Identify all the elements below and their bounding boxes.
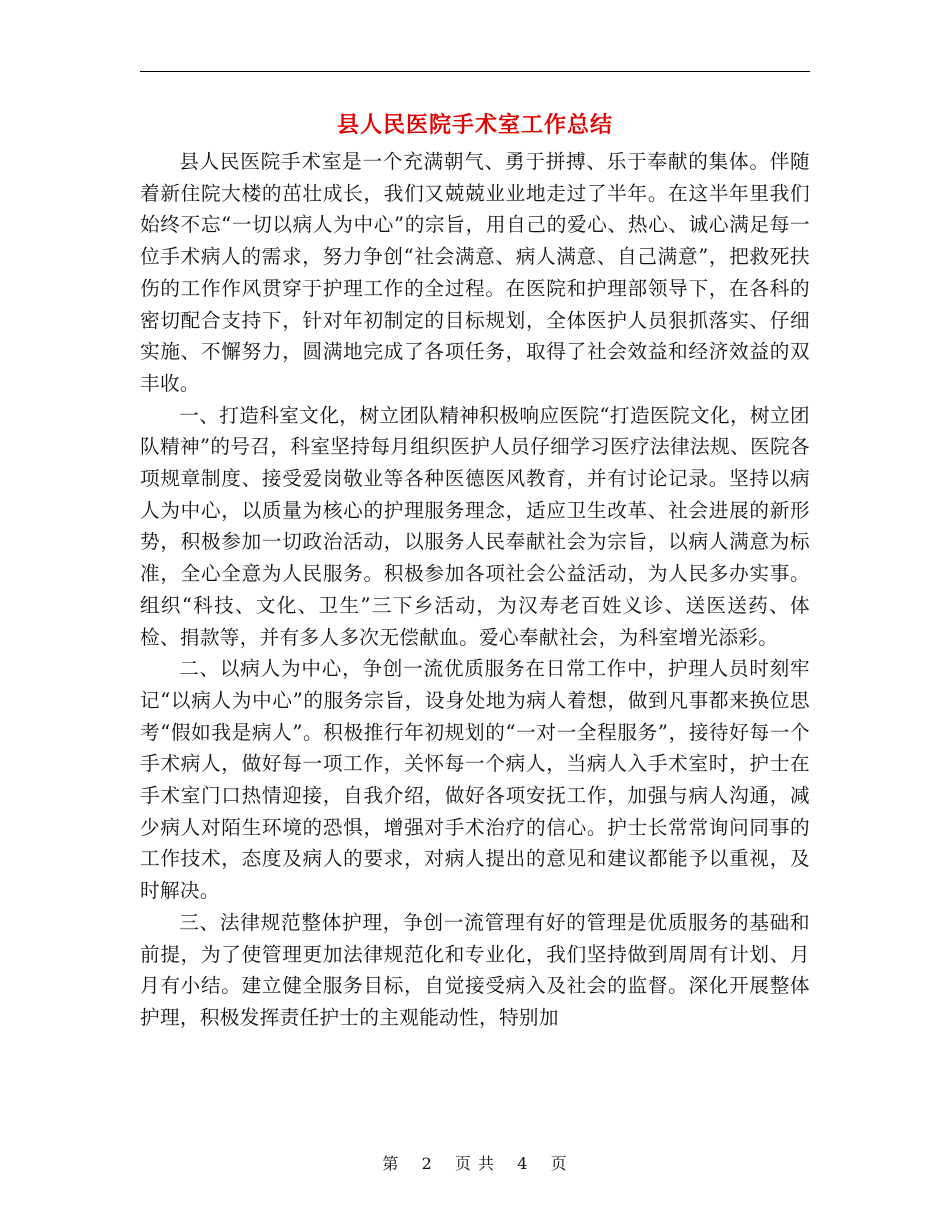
paragraph-section-3: 三、法律规范整体护理，争创一流管理有好的管理是优质服务的基础和前提，为了使管理更加法律规范化和专业化，我们坚持做到周周有计划、月月有小结。建立健全服务目标，自觉接受病入及社会的监督。深化开展整体护理，积极发挥责任护士的主观能动性，特别加	[140, 910, 810, 1029]
footer-middle: 页 共	[454, 1154, 496, 1173]
document-body	[140, 146, 810, 1034]
document-title: 县人民医院手术室工作总结	[336, 112, 613, 138]
footer-suffix: 页	[550, 1154, 568, 1173]
paragraph-section-2: 二、以病人为中心，争创一流优质服务在日常工作中，护理人员时刻牢记“以病人为中心”的服务宗旨，设身处地为病人着想，做到凡事都来换位思考“假如我是病人”。积极推行年初规划的“一对一全程服务”，接待好每一个手术病人，做好每一项工作，关怀每一个病人，当病人入手术室时，护士在手术室门口热情迎接，自我介绍，做好各项安抚工作，加强与病人沟通，减少病人对陌生环境的恐惧，增强对手术治疗的信心。护士长常常询问同事的工作技术，态度及病人的要求，对病人提出的意见和建议都能予以重视，及时解决。	[140, 657, 810, 903]
footer-total-pages: 4	[517, 1154, 529, 1173]
paragraph-intro: 县人民医院手术室是一个充满朝气、勇于拼搏、乐于奉献的集体。伴随着新住院大楼的茁壮成长，我们又兢兢业业地走过了半年。在这半年里我们始终不忘“一切以病人为中心”的宗旨，用自己的爱心、热心、诚心满足每一位手术病人的需求，努力争创“社会满意、病人满意、自己满意”，把救死扶伤的工作作风贯穿于护理工作的全过程。在医院和护理部领导下，在各科的密切配合支持下，针对年初制定的目标规划，全体医护人员狠抓落实、仔细实施、不懈努力，圆满地完成了各项任务，取得了社会效益和经济效益的双丰收。	[140, 150, 810, 395]
footer-page-number: 2	[421, 1154, 433, 1173]
header-rule	[140, 71, 810, 72]
page-footer	[0, 1152, 950, 1176]
paragraph-section-1: 一、打造科室文化，树立团队精神积极响应医院“打造医院文化，树立团队精神”的号召，科室坚持每月组织医护人员仔细学习医疗法律法规、医院各项规章制度、接受爱岗敬业等各种医德医风教育，并有讨论记录。坚持以病人为中心，以质量为核心的护理服务理念，适应卫生改革、社会进展的新形势，积极参加一切政治活动，以服务人民奉献社会为宗旨，以病人满意为标准，全心全意为人民服务。积极参加各项社会公益活动，为人民多办实事。组织“科技、文化、卫生”三下乡活动，为汉寿老百姓义诊、送医送药、体检、捐款等，并有多人多次无偿献血。爱心奉献社会，为科室增光添彩。	[140, 403, 810, 649]
footer-prefix: 第	[382, 1154, 400, 1173]
